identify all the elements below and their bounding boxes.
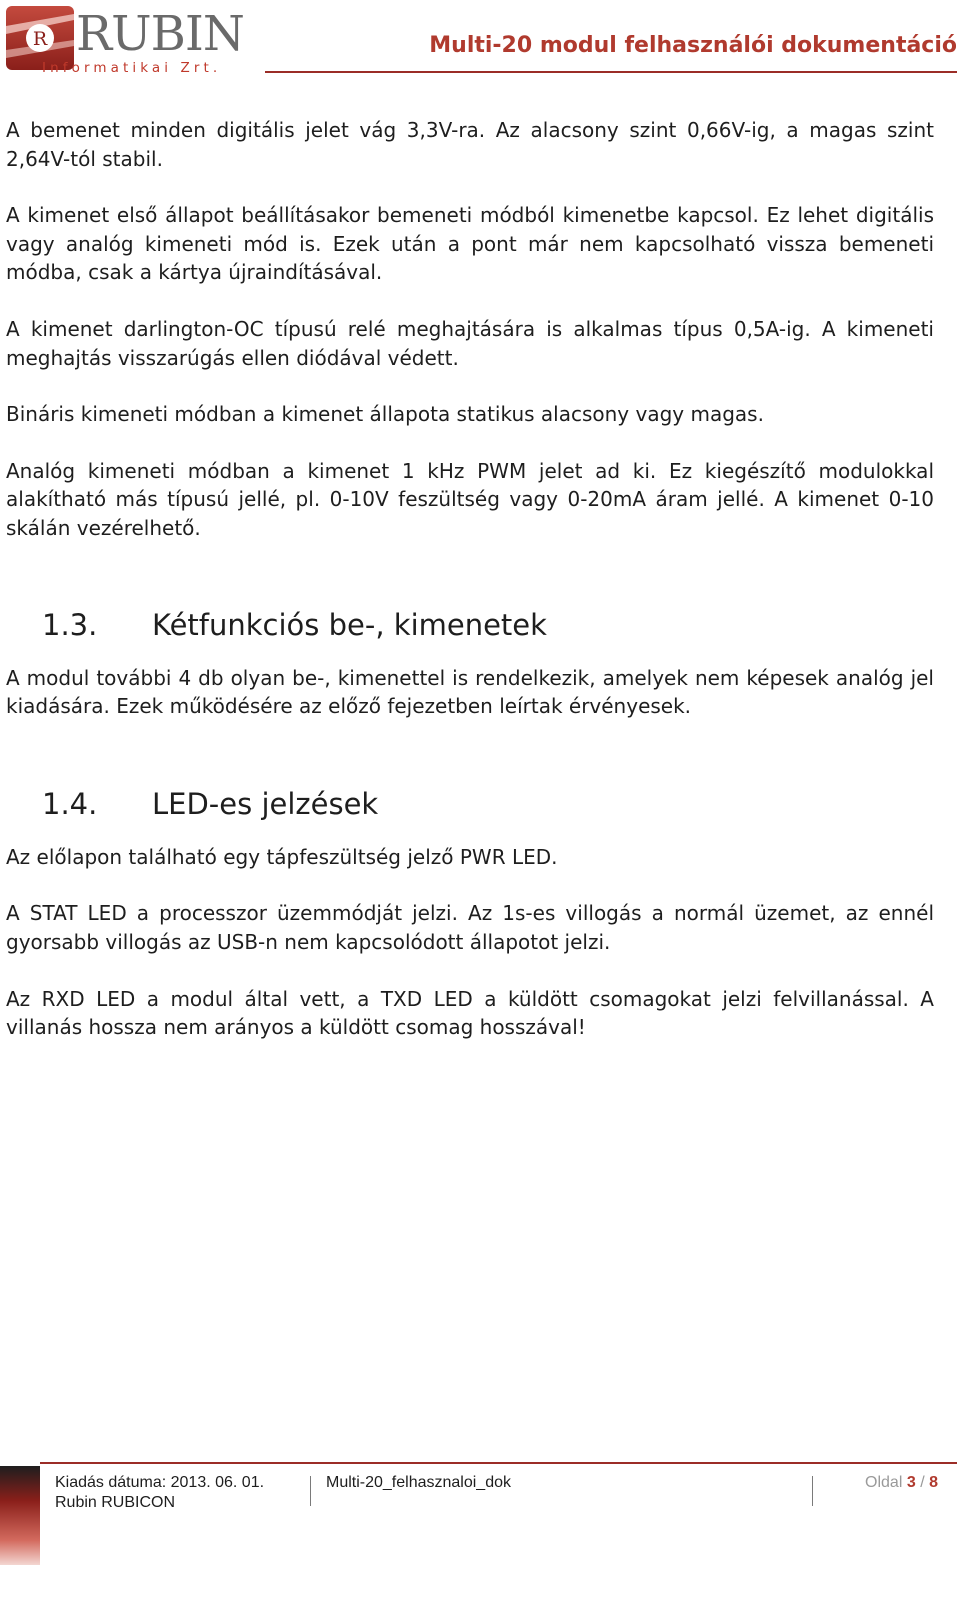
paragraph-analog-output: Analóg kimeneti módban a kimenet 1 kHz PWM jelet ad ki. Ez kiegészítő modulokkal alakítható más típusú jellé, pl. 0-10V feszültség vagy 0-20mA áram jellé. A kimenet 0-10 skálán vezérelhető.	[6, 458, 934, 540]
footer-author: Rubin RUBICON	[55, 1494, 176, 1511]
section-title: Kétfunkciós be-, kimenetek	[152, 607, 547, 642]
document-body	[6, 116, 934, 1042]
svg-text:R: R	[32, 28, 48, 50]
paragraph-output-first-state: A kimenet első állapot beállításakor bemeneti módból kimenetbe kapcsol. Ez lehet digitális vagy analóg kimeneti mód is. Ezek után a pont már nem kapcsolható vissza bemeneti módba, csak a kártya újraindításával.	[6, 203, 934, 285]
section-number: 1.3.	[42, 607, 98, 642]
document-title: Multi-20 modul felhasználói dokumentáció	[429, 33, 957, 58]
section-heading-1-3	[6, 608, 934, 642]
page-separator: /	[920, 1474, 925, 1491]
header-divider	[265, 71, 957, 73]
footer-separator	[812, 1476, 813, 1506]
paragraph-rxd-txd-led: Az RXD LED a modul által vett, a TXD LED a küldött csomagokat jelzi felvillanással. A villanás hossza nem arányos a küldött csomag hosszával!	[6, 986, 934, 1040]
logo-wordmark: RUBIN	[76, 6, 244, 62]
page-footer	[0, 1458, 960, 1605]
paragraph-binary-output: Bináris kimeneti módban a kimenet állapota statikus alacsony vagy magas.	[6, 402, 764, 427]
page-indicator	[865, 1473, 938, 1493]
page-label: Oldal	[865, 1474, 903, 1491]
paragraph-dual-function-io: A modul további 4 db olyan be-, kimenettel is rendelkezik, amelyek nem képesek analóg jel kiadására. Ezek működésére az előző fejezetben leírtak érvényesek.	[6, 665, 934, 719]
page-header	[0, 0, 960, 80]
document-id: Multi-20_felhasznaloi_dok	[326, 1474, 511, 1491]
footer-separator	[310, 1476, 311, 1506]
company-logo	[6, 6, 254, 76]
page-current: 3	[906, 1474, 916, 1491]
section-title: LED-es jelzések	[152, 786, 379, 821]
paragraph-input-voltage: A bemenet minden digitális jelet vág 3,3V-ra. Az alacsony szint 0,66V-ig, a magas szint 2,64V-tól stabil.	[6, 118, 934, 171]
logo-subtitle: Informatikai Zrt.	[42, 60, 222, 76]
issue-date: Kiadás dátuma: 2013. 06. 01.	[55, 1474, 265, 1491]
page-total: 8	[929, 1474, 938, 1491]
section-heading-1-4	[6, 787, 934, 821]
footer-divider	[40, 1462, 957, 1464]
paragraph-pwr-led: Az előlapon található egy tápfeszültség jelző PWR LED.	[6, 844, 558, 869]
paragraph-stat-led: A STAT LED a processzor üzemmódját jelzi. Az 1s-es villogás a normál üzemet, az ennél gyorsabb villogás az USB-n nem kapcsolódott állapotot jelzi.	[6, 901, 934, 954]
footer-brand-bar-icon	[0, 1466, 40, 1565]
paragraph-darlington-output: A kimenet darlington-OC típusú relé meghajtására is alkalmas típus 0,5A-ig. A kimeneti meghajtás visszarúgás ellen diódával védett.	[6, 316, 934, 370]
section-number: 1.4.	[42, 786, 98, 821]
